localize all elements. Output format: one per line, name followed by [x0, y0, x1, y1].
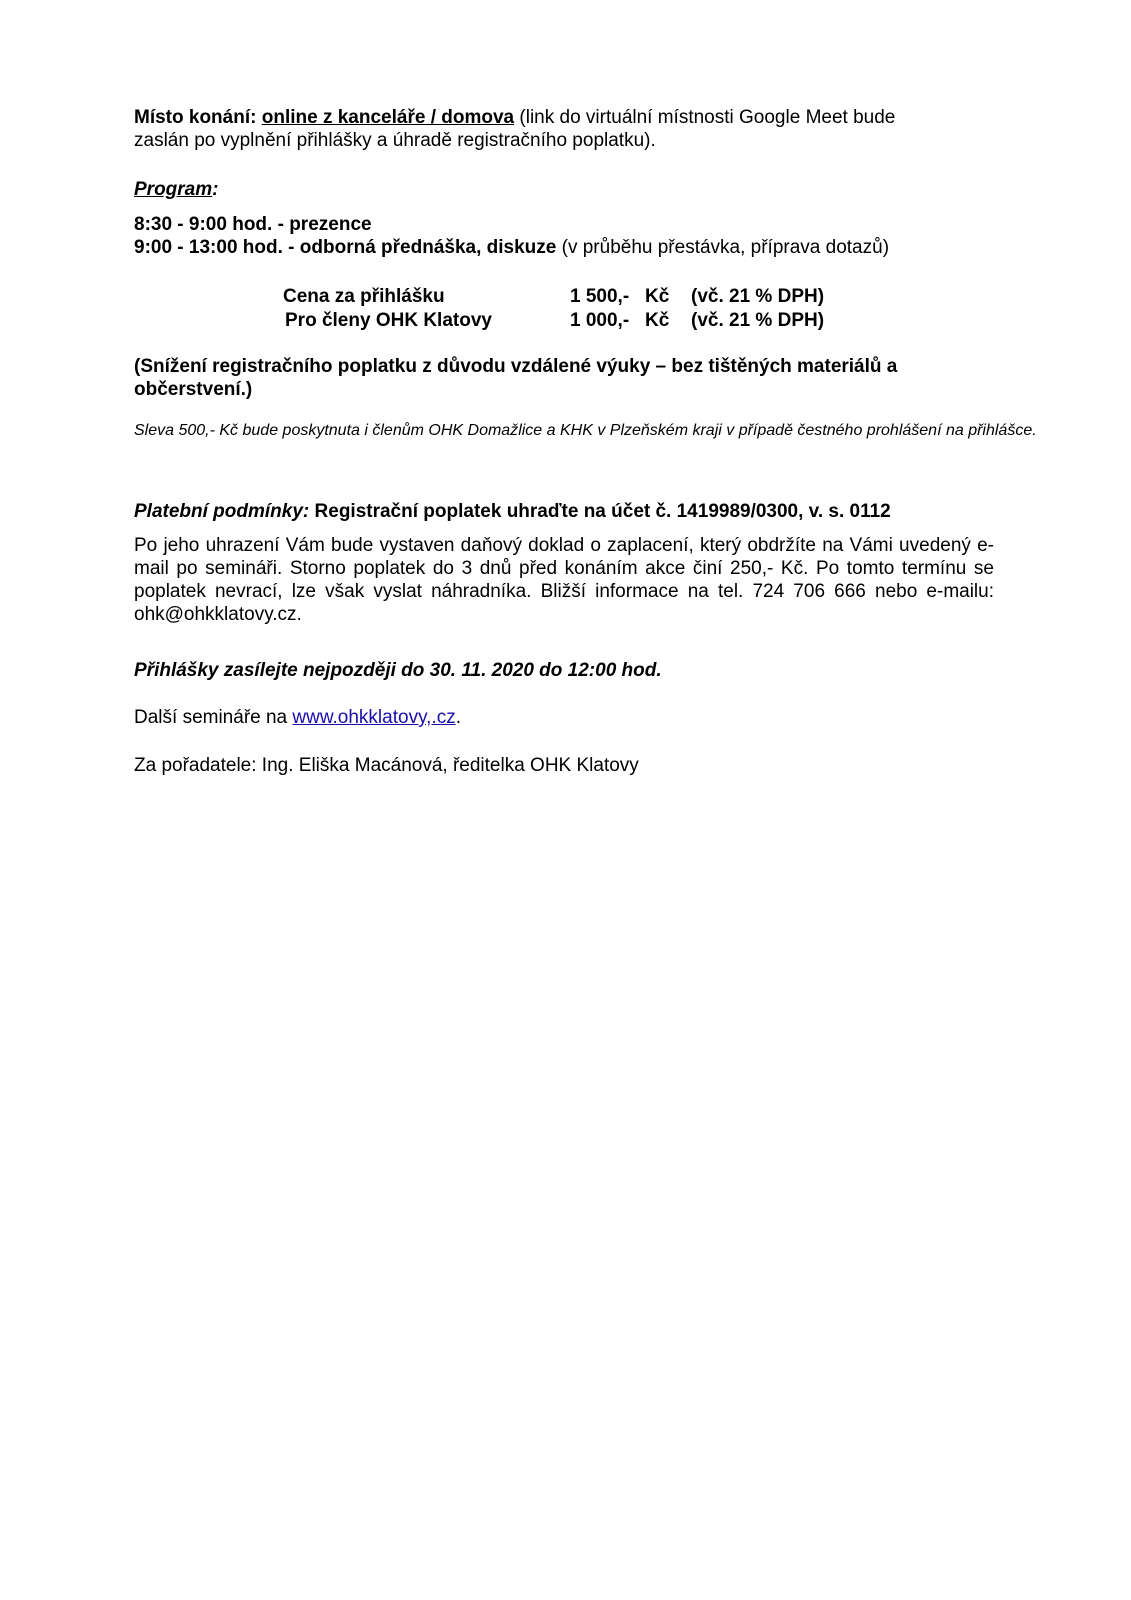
deadline: Přihlášky zasílejte nejpozději do 30. 11. 2020 do 12:00 hod. [134, 660, 662, 681]
discount-note: Sleva 500,- Kč bude poskytnuta i členům OHK Domažlice a KHK v Plzeňském kraji v případě čestného prohlášení na přihlášce. [134, 422, 1037, 439]
payment-value: Registrační poplatek uhraďte na účet č. 1419989/0300, v. s. 0112 [309, 501, 891, 522]
website-link[interactable]: www.ohkklatovy,.cz [292, 707, 456, 728]
price-currency: Kč [645, 310, 670, 331]
program-heading [134, 178, 994, 201]
venue-line-1 [134, 106, 994, 129]
venue-label: Místo konání: [134, 107, 257, 128]
payment-label: Platební podmínky: [134, 501, 310, 522]
more-seminars [134, 706, 994, 729]
program-heading-colon: : [212, 179, 219, 200]
program-item [134, 236, 994, 259]
venue-section [134, 106, 994, 152]
program-item-time: 9:00 - 13:00 hod. - odborná přednáška, diskuze [134, 237, 557, 258]
price-label: Pro členy OHK Klatovy [285, 310, 492, 331]
venue-value: online z kanceláře / domova [261, 107, 515, 128]
price-currency: Kč [645, 286, 670, 307]
venue-rest-1: (link do virtuální místnosti Google Meet bude [519, 107, 896, 128]
price-amount: 1 500,- [570, 286, 630, 307]
program-item-time: 8:30 - 9:00 hod. - prezence [134, 214, 372, 235]
reduction-note: (Snížení registračního poplatku z důvodu vzdálené výuky – bez tištěných materiálů a občerstvení.) [134, 356, 898, 400]
more-seminars-suffix: . [455, 707, 461, 728]
payment-heading [134, 500, 994, 523]
price-amount: 1 000,- [570, 310, 630, 331]
program-list [134, 213, 994, 259]
program-heading-text: Program [134, 179, 213, 200]
price-label: Cena za přihlášku [283, 286, 445, 307]
more-seminars-prefix: Další semináře na [134, 707, 293, 728]
price-vat: (vč. 21 % DPH) [691, 286, 825, 307]
payment-paragraph: Po jeho uhrazení Vám bude vystaven daňový doklad o zaplacení, který obdržíte na Vámi uvedený e-mail po semináři. Storno poplatek do 3 dnů před konáním akce činí 250,- Kč. Po tomto termínu se poplatek nevrací, lze však vyslat náhradníka. Bližší informace na tel. 724 706 666 nebo e-mailu: ohk@ohkklatovy.cz. [134, 535, 994, 625]
venue-line-2: zaslán po vyplnění přihlášky a úhradě registračního poplatku). [134, 130, 656, 151]
program-item-detail: (v průběhu přestávka, příprava dotazů) [556, 237, 890, 258]
organizer: Za pořadatele: Ing. Eliška Macánová, ředitelka OHK Klatovy [134, 755, 639, 776]
program-item [134, 213, 994, 236]
price-vat: (vč. 21 % DPH) [691, 310, 825, 331]
